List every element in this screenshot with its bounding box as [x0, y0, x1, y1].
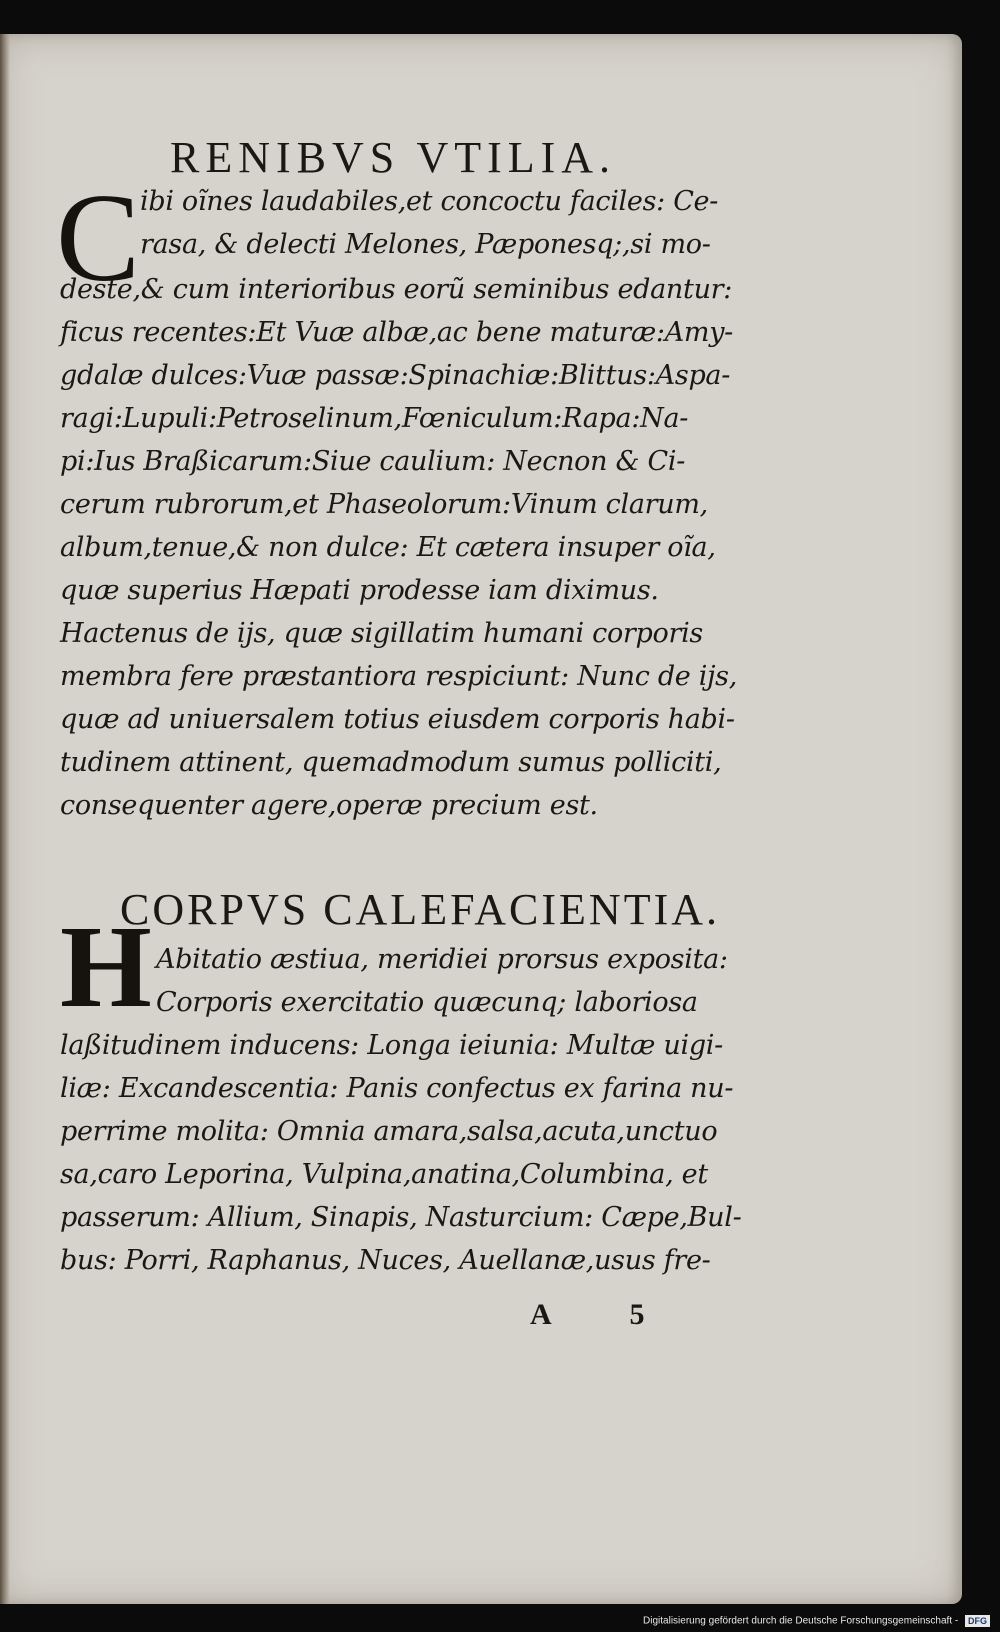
- text-line: membra fere præstantiora respiciunt: Nunc de ijs,: [60, 661, 738, 692]
- text-line: Hactenus de ijs, quæ sigillatim humani corporis: [60, 618, 703, 649]
- digitization-credit: [643, 1615, 990, 1627]
- text-line: ficus recentes:Et Vuæ albæ,ac bene maturæ:Amy-: [60, 317, 733, 348]
- credit-text: Digitalisierung gefördert durch die Deutsche Forschungsgemeinschaft -: [643, 1615, 959, 1627]
- text-line: quæ superius Hæpati prodesse iam diximus.: [60, 575, 659, 606]
- text-line: cerum rubrorum,et Phaseolorum:Vinum clarum,: [60, 489, 708, 520]
- text-line: passerum: Allium, Sinapis, Nasturcium: Cæpe,Bul-: [60, 1202, 742, 1233]
- text-line: gdalæ dulces:Vuæ passæ:Spinachiæ:Blittus:Aspa-: [60, 360, 731, 391]
- text-line: ibi oĩnes laudabiles,et concoctu faciles: Ce-: [140, 186, 719, 217]
- text-line: ragi:Lupuli:Petroselinum,Fœniculum:Rapa:Na-: [60, 403, 689, 434]
- text-line: bus: Porri, Raphanus, Nuces, Auellanæ,usus fre-: [60, 1245, 711, 1276]
- text-line: perrime molita: Omnia amara,salsa,acuta,unctuo: [60, 1116, 718, 1147]
- drop-capital-h: H: [60, 901, 152, 1032]
- text-line: deste,& cum interioribus eorũ seminibus edantur:: [60, 274, 733, 305]
- text-line: Corporis exercitatio quæcunq; laboriosa: [156, 987, 698, 1018]
- text-line: Abitatio æstiua, meridiei prorsus exposita:: [156, 944, 728, 975]
- text-line: pi:Ius Braßicarum:Siue caulium: Necnon & Ci-: [60, 446, 686, 477]
- text-line: album,tenue,& non dulce: Et cætera insuper oĩa,: [60, 532, 716, 563]
- text-line: sa,caro Leporina, Vulpina,anatina,Columbina, et: [60, 1159, 708, 1190]
- page-spine-edge: [0, 34, 10, 1604]
- text-line: consequenter agere,operæ precium est.: [60, 790, 598, 821]
- section-heading-corpus: CORPVS CALEFACIENTIA.: [120, 885, 721, 934]
- signature-mark: A 5: [530, 1298, 681, 1331]
- dfg-logo: DFG: [965, 1615, 990, 1627]
- text-line: liæ: Excandescentia: Panis confectus ex farina nu-: [60, 1073, 734, 1104]
- text-line: tudinem attinent, quemadmodum sumus polliciti,: [60, 747, 722, 778]
- section-heading-renibus: RENIBVS VTILIA.: [170, 133, 617, 182]
- text-line: laßitudinem inducens: Longa ieiunia: Multæ uigi-: [60, 1030, 723, 1061]
- text-line: quæ ad uniuersalem totius eiusdem corporis habi-: [60, 704, 735, 735]
- text-line: rasa, & delecti Melones, Pæponesq;,si mo-: [140, 229, 711, 260]
- drop-capital-c: C: [56, 169, 141, 308]
